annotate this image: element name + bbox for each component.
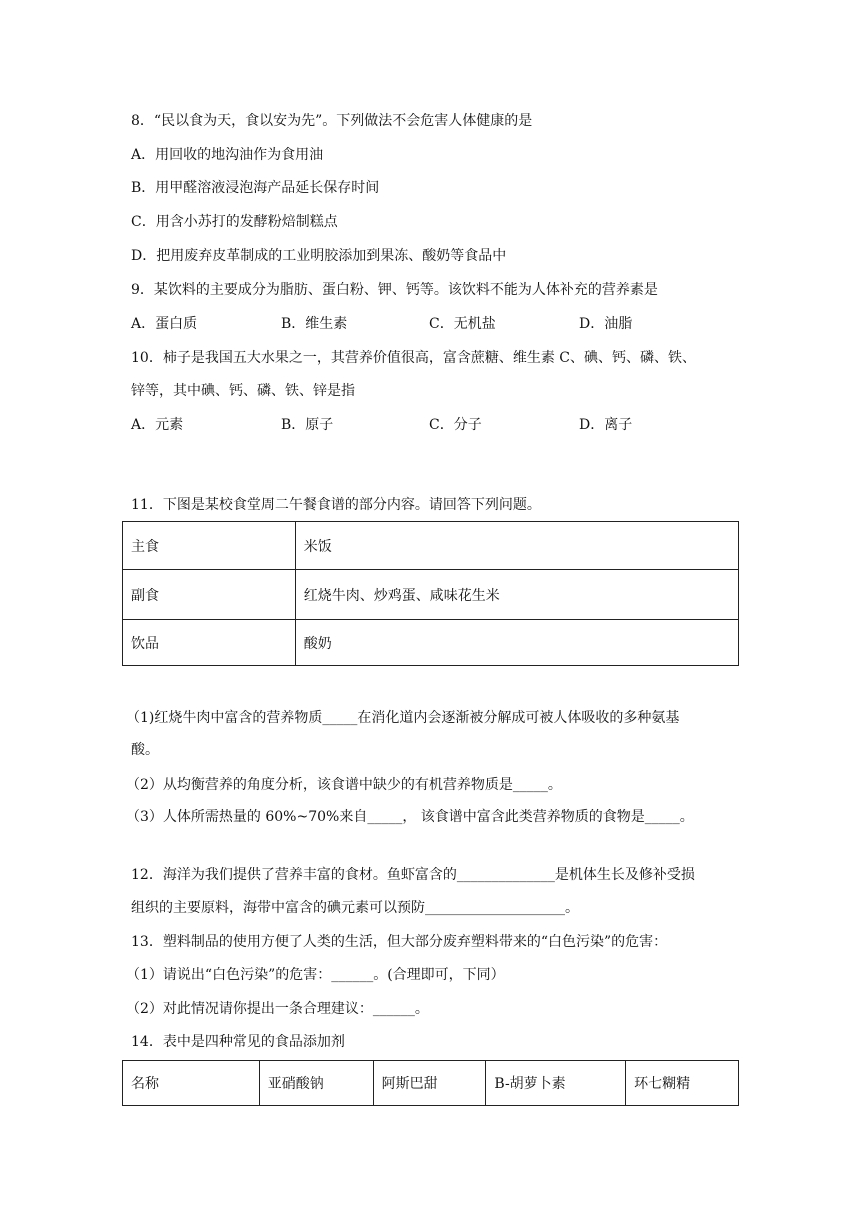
menu-label-cell: 副食	[123, 570, 296, 620]
q10-stem-line1: 10．柿子是我国五大水果之一，其营养价值很高，富含蔗糖、维生素 C、碘、钙、磷、铁、	[131, 350, 696, 366]
table-header-cell: 亚硝酸钠	[259, 1061, 373, 1106]
q14-stem: 14．表中是四种常见的食品添加剂	[131, 1034, 345, 1050]
q11-stem: 11．下图是某校食堂周二午餐食谱的部分内容。请回答下列问题。	[131, 497, 541, 513]
q11-sub1-line1: （1)红烧牛肉中富含的营养物质_____在消化道内会逐渐被分解成可被人体吸收的多种氨基	[126, 710, 680, 726]
q10-options	[131, 415, 731, 435]
table-row	[123, 570, 739, 620]
q14-additives-table	[122, 1060, 739, 1106]
menu-label-cell: 饮品	[123, 620, 296, 666]
q12-line2: 组织的主要原料，海带中富含的碘元素可以预防____________________。	[131, 900, 579, 916]
q9-option-a: A．蛋白质	[131, 316, 198, 332]
menu-value-cell: 米饭	[295, 522, 738, 570]
q11-sub1-line2: 酸。	[131, 742, 159, 758]
q11-sub2: （2）从均衡营养的角度分析，该食谱中缺少的有机营养物质是_____。	[126, 777, 562, 793]
q8-stem: 8．“民以食为天，食以安为先”。下列做法不会危害人体健康的是	[131, 113, 533, 129]
table-header-cell: 名称	[123, 1061, 260, 1106]
q10-option-d: D．离子	[579, 417, 633, 433]
q10-option-c: C．分子	[429, 417, 482, 433]
q10-stem-line2: 锌等，其中碘、钙、磷、铁、锌是指	[131, 383, 355, 399]
q9-options	[131, 314, 731, 334]
q13-sub1: （1）请说出“白色污染”的危害：______。(合理即可，下同）	[126, 967, 505, 983]
q8-option-d: D．把用废弃皮革制成的工业明胶添加到果冻、酸奶等食品中	[131, 248, 507, 264]
q11-menu-table	[122, 521, 739, 666]
q9-stem: 9．某饮料的主要成分为脂肪、蛋白粉、钾、钙等。该饮料不能为人体补充的营养素是	[131, 282, 658, 298]
q12-line1: 12．海洋为我们提供了营养丰富的食材。鱼虾富含的______________是机体生长及修补受损	[131, 867, 695, 883]
q10-option-a: A．元素	[131, 417, 184, 433]
table-header-cell: 阿斯巴甜	[373, 1061, 486, 1106]
q8-option-a: A．用回收的地沟油作为食用油	[131, 147, 324, 163]
q9-option-c: C．无机盐	[429, 316, 496, 332]
q8-option-b: B．用甲醛溶液浸泡海产品延长保存时间	[131, 180, 380, 196]
menu-label-cell: 主食	[123, 522, 296, 570]
menu-value-cell: 红烧牛肉、炒鸡蛋、咸味花生米	[295, 570, 738, 620]
q9-option-d: D．油脂	[579, 316, 633, 332]
table-row	[123, 1061, 739, 1106]
menu-value-cell: 酸奶	[295, 620, 738, 666]
q8-option-c: C．用含小苏打的发酵粉焙制糕点	[131, 214, 338, 230]
q9-option-b: B．维生素	[281, 316, 348, 332]
q13-sub2: （2）对此情况请你提出一条合理建议：______。	[126, 1001, 429, 1017]
table-row	[123, 620, 739, 666]
q11-sub3: （3）人体所需热量的 60%~70%来自_____， 该食谱中富含此类营养物质的食物是_____。	[126, 809, 694, 825]
table-header-cell: 环七糊精	[626, 1061, 739, 1106]
table-header-cell: B-胡萝卜素	[486, 1061, 626, 1106]
q13-stem: 13．塑料制品的使用方便了人类的生活，但大部分废弃塑料带来的“白色污染”的危害：	[131, 934, 668, 950]
table-row	[123, 522, 739, 570]
q10-option-b: B．原子	[281, 417, 334, 433]
